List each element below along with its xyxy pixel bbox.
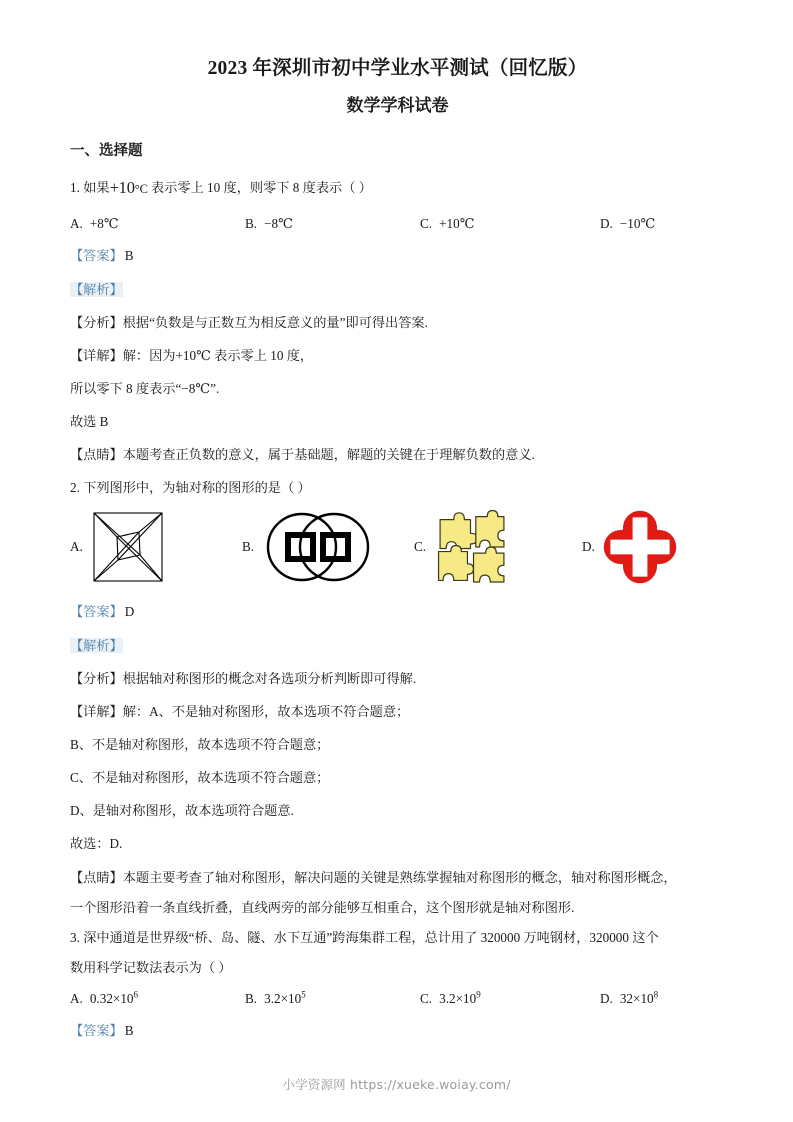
section-heading: 一、选择题: [70, 143, 143, 160]
option-label: B.: [242, 539, 255, 555]
footer-watermark: 小学资源网 https://xueke.woiay.com/: [282, 1077, 511, 1092]
question-2-option-d[interactable]: [582, 510, 722, 584]
question-1-stem-before: 如果: [83, 180, 110, 196]
fenxi-text: 根据轴对称图形的概念对各选项分析判断即可得解.: [122, 670, 417, 686]
answer-value: B: [124, 1023, 134, 1039]
question-2-xiangjie: [70, 702, 725, 721]
question-2-fenxi: [70, 669, 725, 688]
xiangjie-tag: 【详解】: [70, 703, 123, 719]
question-3-option-d[interactable]: [600, 991, 725, 1007]
answer-tag: 【答案】: [70, 248, 123, 264]
question-3-option-a[interactable]: [70, 991, 245, 1007]
question-2-answer: [70, 602, 725, 621]
question-1-stem: [70, 176, 725, 200]
option-mantissa: 0.32×10: [89, 991, 134, 1007]
red-cross-quatrefoil-figure: [603, 510, 677, 584]
answer-value: B: [124, 248, 134, 264]
dianjing-text: 本题主要考查了轴对称图形，解决问题的关键是熟练掌握轴对称图形的概念，轴对称图形概念，: [122, 869, 677, 885]
question-2-dianjing: [70, 868, 725, 887]
question-3-stem-line-1: [70, 928, 725, 947]
question-1-option-b[interactable]: [245, 216, 420, 232]
question-3-option-c[interactable]: [420, 991, 600, 1007]
dianjing-text: 本题考查正负数的意义，属于基础题，解题的关键在于理解负数的意义.: [122, 447, 535, 463]
question-1-conclusion: 故选 B: [70, 414, 109, 430]
document-subtitle: 数学学科试卷: [346, 96, 449, 116]
two-overlapping-circles-figure: [262, 510, 374, 584]
analysis-tag: 【解析】: [70, 637, 123, 653]
pinwheel-square-figure: [91, 510, 165, 584]
question-2-figures: [70, 508, 725, 586]
option-label: B.: [245, 216, 258, 232]
question-2-number: 2.: [70, 480, 80, 496]
option-text: +8℃: [89, 216, 119, 232]
question-2-conclusion: 故选：D.: [70, 836, 123, 852]
four-jigsaw-pieces-figure: [434, 509, 510, 585]
option-label: A.: [70, 539, 83, 555]
fenxi-tag: 【分析】: [70, 314, 123, 330]
option-label: D.: [582, 539, 595, 555]
question-2-stem-text: 下列图形中，为轴对称的图形的是（ ）: [83, 480, 311, 496]
question-2-option-b-judgement: B、不是轴对称图形，故本选项不符合题意；: [70, 737, 330, 753]
option-text: +10℃: [439, 216, 475, 232]
question-3-number: 3.: [70, 929, 80, 945]
xiangjie-tag: 【详解】: [70, 347, 123, 363]
option-exponent: 8: [653, 989, 659, 1000]
question-3-option-b[interactable]: [245, 991, 420, 1007]
question-1-inline-math: [110, 178, 148, 197]
fenxi-text: 根据“负数是与正数互为相反意义的量”即可得出答案.: [122, 314, 428, 330]
question-2-dianjing-line-2: 一个图形沿着一条直线折叠，直线两旁的部分能够互相重合，这个图形就是轴对称图形.: [70, 899, 575, 915]
option-text: −8℃: [264, 216, 293, 232]
question-2-analysis-tag: [70, 636, 725, 655]
answer-value: D: [124, 604, 135, 620]
question-2-option-c-judgement: C、不是轴对称图形，故本选项不符合题意；: [70, 770, 330, 786]
question-3-stem-line-2: 数用科学记数法表示为（ ）: [70, 960, 232, 976]
question-3-options: [70, 991, 725, 1007]
document-body: [70, 56, 725, 1054]
question-1-dianjing: [70, 445, 725, 464]
question-1-options: [70, 216, 725, 232]
inline-math-value: +10: [109, 178, 135, 198]
option-label: A.: [70, 991, 83, 1007]
option-exponent: 6: [133, 989, 139, 1000]
question-1-answer: [70, 246, 725, 265]
option-text: −10℃: [619, 216, 656, 232]
question-1-solution-line-2: 所以零下 8 度表示“−8℃”.: [70, 380, 220, 396]
fenxi-tag: 【分析】: [70, 670, 123, 686]
option-label: D.: [600, 216, 613, 232]
question-1-number: 1.: [70, 180, 80, 196]
inline-math-unit: °C: [134, 182, 148, 197]
option-mantissa: 3.2×10: [439, 991, 477, 1007]
question-2-option-a[interactable]: [70, 510, 242, 584]
option-label: C.: [420, 216, 433, 232]
answer-tag: 【答案】: [70, 604, 123, 620]
question-2-option-d-judgement: D、是轴对称图形，故本选项符合题意.: [70, 803, 294, 819]
option-label: A.: [70, 216, 83, 232]
question-2-stem: [70, 478, 725, 497]
question-2-option-b[interactable]: [242, 510, 414, 584]
dianjing-tag: 【点睛】: [70, 447, 123, 463]
option-label: C.: [420, 991, 433, 1007]
option-label: B.: [245, 991, 258, 1007]
option-label: D.: [600, 991, 613, 1007]
question-3-answer: [70, 1021, 725, 1040]
option-mantissa: 3.2×10: [264, 991, 302, 1007]
question-1-xiangjie: [70, 346, 725, 365]
question-1-option-d[interactable]: [600, 216, 725, 232]
answer-tag: 【答案】: [70, 1023, 123, 1039]
question-1-analysis-tag: [70, 280, 725, 299]
question-2-option-c[interactable]: [414, 509, 582, 585]
analysis-tag: 【解析】: [70, 281, 123, 297]
question-1-stem-after: 表示零上 10 度，则零下 8 度表示（ ）: [147, 180, 372, 196]
option-mantissa: 32×10: [619, 991, 654, 1007]
document-title: 2023 年深圳市初中学业水平测试（回忆版）: [207, 58, 588, 79]
option-exponent: 9: [476, 989, 481, 1000]
question-3-stem-text: 深中通道是世界级“桥、岛、隧、水下互通”跨海集群工程，总计用了 320000 万吨钢材，320000 这个: [83, 929, 659, 945]
question-1-option-a[interactable]: [70, 216, 245, 232]
xiangjie-text: 解：因为+10℃ 表示零上 10 度，: [122, 347, 314, 363]
option-label: C.: [414, 539, 427, 555]
xiangjie-text: 解：A、不是轴对称图形，故本选项不符合题意；: [122, 703, 410, 719]
question-1-fenxi: [70, 313, 725, 332]
dianjing-tag: 【点睛】: [70, 869, 123, 885]
option-exponent: 5: [301, 989, 306, 1000]
question-1-option-c[interactable]: [420, 216, 600, 232]
